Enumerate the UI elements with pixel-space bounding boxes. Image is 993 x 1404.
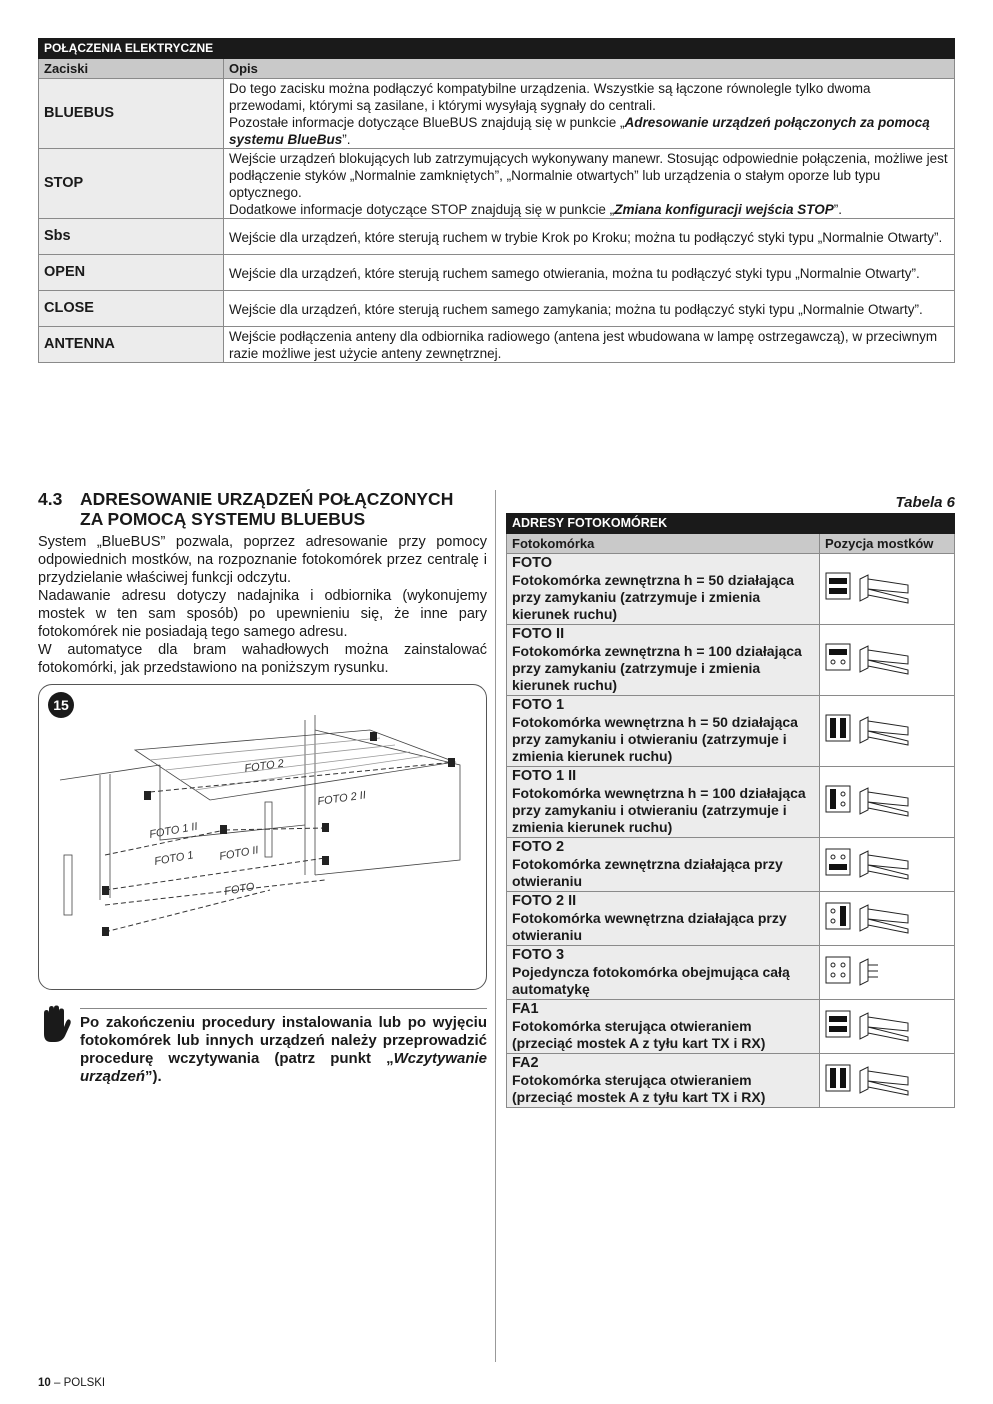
desc-text: ”. (833, 202, 843, 217)
photocell-name: FOTO 3 (512, 947, 565, 963)
jumper-cell (820, 1000, 955, 1054)
connector-sketch (860, 575, 908, 603)
column-divider (495, 490, 496, 1362)
column-left (64, 855, 72, 915)
photocell-cell (507, 1054, 820, 1108)
jumper-diagram-icon (824, 1059, 924, 1099)
terminal-description (224, 79, 955, 149)
photocell-desc: Fotokomórka wewnętrzna h = 100 działająca przy zamykaniu i otwieraniu (zatrzymuje i zmienia kierunek ruchu) (512, 785, 806, 835)
photocell-desc: Fotokomórka zewnętrzna h = 100 działająca przy zamykaniu (zatrzymuje i zmienia kierunek ruchu) (512, 643, 802, 693)
hand-stop-icon (38, 1005, 72, 1043)
terminal-description: Wejście dla urządzeń, które sterują ruchem w trybie Krok po Kroku; można tu podłączyć styki typu „Normalnie Otwarty”. (224, 219, 955, 255)
photocell-name: FOTO 2 (512, 839, 565, 855)
terminal-key: STOP (39, 149, 224, 219)
label-foto-2: FOTO 2 (243, 757, 285, 775)
table-label: Tabela 6 (895, 494, 955, 511)
pillar-left (100, 774, 110, 900)
jumper-diagram-icon (824, 709, 924, 749)
jumper-diagram-icon (824, 1005, 924, 1045)
jumper-block (826, 957, 850, 983)
col-header-description: Opis (224, 59, 955, 79)
photocell-desc: Fotokomórka zewnętrzna działająca przy otwieraniu (512, 856, 783, 889)
photocell-desc: Pojedyncza fotokomórka obejmująca całą automatykę (512, 964, 790, 997)
paragraph: W automatyce dla bram wahadłowych można zainstalować fotokomórki, jak przedstawiono na poniższym rysunku. (38, 642, 487, 676)
jumper-cell (820, 946, 955, 1000)
section-title: ADRESOWANIE URZĄDZEŃ POŁĄCZONYCH ZA POMOCĄ SYSTEMU BLUEBUS (80, 489, 454, 529)
section-number: 4.3 (38, 489, 63, 509)
label-foto-2-ii: FOTO 2 II (316, 789, 367, 808)
connector-sketch (860, 1067, 908, 1095)
desc-link: Adresowanie urządzeń połączonych za pomocą systemu BlueBus (229, 115, 930, 147)
photocell-address-table (506, 513, 955, 1108)
photocell-desc: Fotokomórka wewnętrzna h = 50 działająca przy zamykaniu i otwieraniu (zatrzymuje i zmienia kierunek ruchu) (512, 714, 798, 764)
jumper-diagram-icon (824, 951, 924, 991)
terminal-description (224, 149, 955, 219)
photocell-name: FOTO 1 (512, 697, 565, 713)
jumper-block (826, 903, 850, 929)
connector-sketch (860, 1013, 908, 1041)
jumper-diagram-icon (824, 780, 924, 820)
connector-sketch (860, 788, 908, 816)
jumper-diagram-icon (824, 567, 924, 607)
jumper-block (826, 573, 850, 599)
photocell-desc: Fotokomórka sterująca otwieraniem (przeciąć mostek A z tyłu kart TX i RX) (512, 1072, 766, 1105)
jumper-cell (820, 625, 955, 696)
warning-divider (80, 1008, 487, 1009)
photocell-desc: Fotokomórka wewnętrzna działająca przy otwieraniu (512, 910, 787, 943)
connections-table-caption: POŁĄCZENIA ELEKTRYCZNE (39, 39, 955, 59)
label-foto-1: FOTO 1 (153, 849, 195, 868)
terminal-description: Wejście dla urządzeń, które sterują ruchem samego otwierania, można tu podłączyć styki typu „Normalnie Otwarty”. (224, 255, 955, 291)
desc-text: Do tego zacisku można podłączyć kompatybilne urządzenia. Wszystkie są łączone równolegle tylko dwoma przewodami, którymi są zasilane, i którymi wysyłają sygnały do centrali. (229, 81, 871, 113)
warning-text-a: Po zakończeniu procedury instalowania lub po wyjęciu fotokomórek lub innych urządzeń należy przeprowadzić procedurę wczytywania (patrz punkt „ (80, 1014, 487, 1067)
photocell-name: FA1 (512, 1001, 539, 1017)
page-footer (38, 1377, 105, 1389)
gate-leaf (135, 730, 455, 800)
photocell-cell (507, 892, 820, 946)
photocell-cell (507, 696, 820, 767)
col-header-terminals: Zaciski (39, 59, 224, 79)
jumper-cell (820, 554, 955, 625)
paragraph: Nadawanie adresu dotyczy nadajnika i odbiornika (wykonujemy mostek w ten sam sposób) po upewnieniu się, że inne pary fotokomórek nie posiadają tego samego adresu. (38, 588, 487, 640)
desc-text: ”. (342, 132, 351, 147)
jumper-block (826, 1065, 850, 1091)
desc-text: Pozostałe informacje dotyczące BlueBUS znajdują się w punkcie „ (229, 115, 625, 130)
jumper-block (826, 644, 850, 670)
connector-sketch (860, 851, 908, 879)
jumper-block (826, 849, 850, 875)
paragraph: System „BlueBUS” pozwala, poprzez adresowanie przy pomocy odpowiednich mostków, na rozpoznanie fotokomórek przez centralę i przydzielanie właściwej funkcji odczytu. (38, 534, 487, 586)
jumper-diagram-icon (824, 897, 924, 937)
jumper-cell (820, 838, 955, 892)
desc-text: Wejście urządzeń blokujących lub zatrzymujących wykonywany manewr. Stosując odpowiednie połączenia, możliwe jest podłączenie styków „Normalnie zamkniętych”, „Normalnie otwartych” lub urządzenia o stałym oporze lub typu optycznego. (229, 151, 948, 200)
photocell-desc: Fotokomórka sterująca otwieraniem (przeciąć mostek A z tyłu kart TX i RX) (512, 1018, 766, 1051)
warning-text (80, 1014, 487, 1086)
terminal-key: ANTENNA (39, 327, 224, 363)
desc-link: Zmiana konfiguracji wejścia STOP (614, 202, 834, 217)
connector-sketch (860, 717, 908, 745)
terminal-key: BLUEBUS (39, 79, 224, 149)
jumper-block (826, 1011, 850, 1037)
jumper-block (826, 715, 850, 741)
jumper-block (826, 786, 850, 812)
terminal-key: CLOSE (39, 291, 224, 327)
terminal-description: Wejście dla urządzeń, które sterują ruchem samego zamykania; można tu podłączyć styki typu „Normalnie Otwarty”. (224, 291, 955, 327)
photocell-cell (507, 838, 820, 892)
jumper-diagram-icon (824, 638, 924, 678)
jumper-cell (820, 892, 955, 946)
terminal-key: Sbs (39, 219, 224, 255)
beam-foto (105, 880, 325, 905)
jumper-cell (820, 767, 955, 838)
photocell-name: FA2 (512, 1055, 539, 1071)
figure-number: 15 (48, 692, 74, 718)
jumper-diagram-icon (824, 843, 924, 883)
desc-text: Dodatkowe informacje dotyczące STOP znajdują się w punkcie „ (229, 202, 615, 217)
terminal-key: OPEN (39, 255, 224, 291)
photocell-cell (507, 767, 820, 838)
page-number: 10 (38, 1377, 51, 1389)
gate-photocell-diagram (40, 690, 485, 986)
photocell-cell (507, 554, 820, 625)
jumper-cell (820, 696, 955, 767)
jumper-cell (820, 1054, 955, 1108)
connector-sketch (860, 959, 878, 985)
section-body (38, 533, 487, 677)
photocell-name: FOTO II (512, 626, 565, 642)
photocell-desc: Fotokomórka zewnętrzna h = 50 działająca przy zamykaniu (zatrzymuje i zmienia kierunek ruchu) (512, 572, 795, 622)
label-foto-1-ii: FOTO 1 II (148, 820, 199, 841)
photocell-name: FOTO 1 II (512, 768, 577, 784)
photocell-name: FOTO (512, 555, 553, 571)
photocell-cell (507, 625, 820, 696)
photocell-table-caption: ADRESY FOTOKOMÓREK (507, 514, 955, 534)
pillar-right (305, 715, 315, 875)
photocell-name: FOTO 2 II (512, 893, 577, 909)
connector-sketch (860, 905, 908, 933)
col-header-photocell: Fotokomórka (507, 534, 820, 554)
connections-table (38, 38, 955, 363)
col-header-jumper-position: Pozycja mostków (820, 534, 955, 554)
warning-text-b: ”). (145, 1068, 162, 1085)
beam-foto-ii (105, 890, 270, 932)
beam-foto-1 (105, 858, 325, 890)
connector-sketch (860, 646, 908, 674)
label-foto: FOTO (223, 880, 256, 898)
terminal-description: Wejście podłączenia anteny dla odbiornika radiowego (antena jest wbudowana w lampę ostrzegawczą), w przeciwnym razie możliwe jest użycie anteny zewnętrznej. (224, 327, 955, 363)
label-foto-ii: FOTO II (218, 844, 260, 863)
warning-text-italic: Wczytywanie urządzeń (80, 1050, 487, 1085)
footer-language: – POLSKI (50, 1377, 106, 1389)
photocell-cell (507, 946, 820, 1000)
photocell-cell (507, 1000, 820, 1054)
